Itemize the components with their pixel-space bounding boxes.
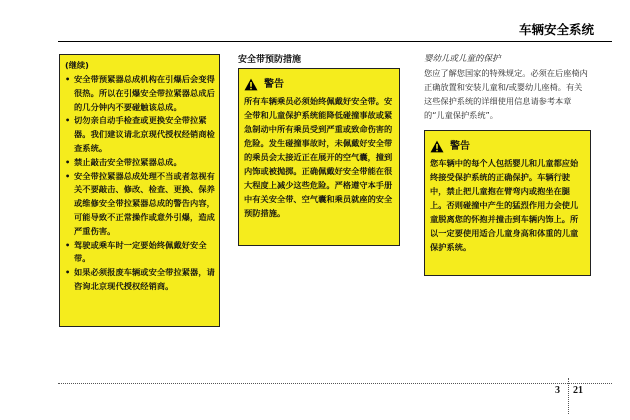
section-title: 车辆安全系统 — [518, 22, 594, 37]
header-divider — [58, 41, 612, 42]
bullet-icon: • — [65, 115, 71, 126]
list-item — [65, 156, 215, 170]
child-protection-paragraph: 您应了解您国家的特殊规定。必须在后座椅内正确放置和安装儿童和/或婴幼儿座椅。有关这些保护系统的详细使用信息请参考本章的“儿童保护系统”。 — [424, 68, 588, 120]
list-item-text: 安全带预紧器总成机构在引爆后会变得很热。所以在引爆安全带拉紧器总成后的几分钟内不要碰触该总成。 — [74, 74, 215, 112]
footer-divider — [58, 383, 612, 384]
warning-triangle-icon — [430, 138, 444, 151]
list-item — [65, 170, 215, 239]
warning-list — [65, 73, 215, 294]
list-item — [65, 239, 215, 267]
child-warning-box — [424, 130, 591, 276]
list-item — [65, 73, 215, 114]
page-number: 21 — [573, 385, 583, 396]
seatbelt-warning-box — [238, 68, 400, 246]
list-item-text: 安全带拉紧器总成处理不当或者忽视有关不要敲击、修改、检查、更换、保养或维修安全带拉紧器总成的警告内容，可能导致不正常操作或意外引爆，造成严重伤害。 — [74, 170, 215, 236]
bullet-icon: • — [65, 170, 71, 181]
warning-body: 您车辆中的每个人包括婴儿和儿童都应始终接受保护系统的正确保护。车辆行驶中，禁止把儿童抱在臂弯内或抱坐在腿上。否则碰撞中产生的猛烈作用力会使儿童脱离您的怀抱并撞击到车辆内饰上。所以一定要使用适合儿童身高和体重的儿童保护系统。 — [430, 158, 579, 252]
list-item-text: 如果必须报废车辆或安全带拉紧器，请咨询北京现代授权经销商。 — [74, 267, 215, 291]
warning-triangle-icon — [244, 76, 258, 89]
list-item-text: 驾驶或乘车时一定要始终佩戴好安全带。 — [74, 239, 207, 264]
chapter-number: 3 — [555, 385, 560, 396]
bullet-icon: • — [65, 267, 71, 278]
warning-label: 警告 — [450, 140, 470, 152]
list-item-text: 禁止敲击安全带拉紧器总成。 — [74, 156, 182, 167]
bullet-icon: • — [65, 74, 71, 84]
footer-separator — [568, 378, 569, 414]
warning-body: 所有车辆乘员必须始终佩戴好安全带。安全带和儿童保护系统能降低碰撞事故或紧急制动中所有乘员受到严重或致命伤害的危险。发生碰撞事故时，未佩戴好安全带的乘员会太接近正在展开的空气囊，撞到内饰或被抛掷。正确佩戴好安全带能在很大程度上减少这些危险。严格遵守本手册中有关安全带、空气囊和乘员就座的安全预防措施。 — [244, 96, 393, 218]
warning-label: 警告 — [264, 78, 284, 90]
bullet-icon: • — [65, 239, 71, 250]
bullet-icon: • — [65, 156, 71, 167]
warning-header — [244, 73, 395, 91]
warning-header — [430, 135, 586, 153]
list-item-text: 切勿亲自动手检查或更换安全带拉紧器。我们建议请北京现代授权经销商检查系统。 — [74, 115, 215, 153]
continued-label: (继续) — [65, 60, 89, 70]
list-item — [65, 266, 215, 294]
list-item — [65, 114, 215, 155]
seatbelt-precautions-heading: 安全带预防措施 — [238, 55, 302, 65]
continued-warning-box — [59, 54, 220, 327]
child-protection-heading: 婴幼儿或儿童的保护 — [424, 54, 501, 64]
